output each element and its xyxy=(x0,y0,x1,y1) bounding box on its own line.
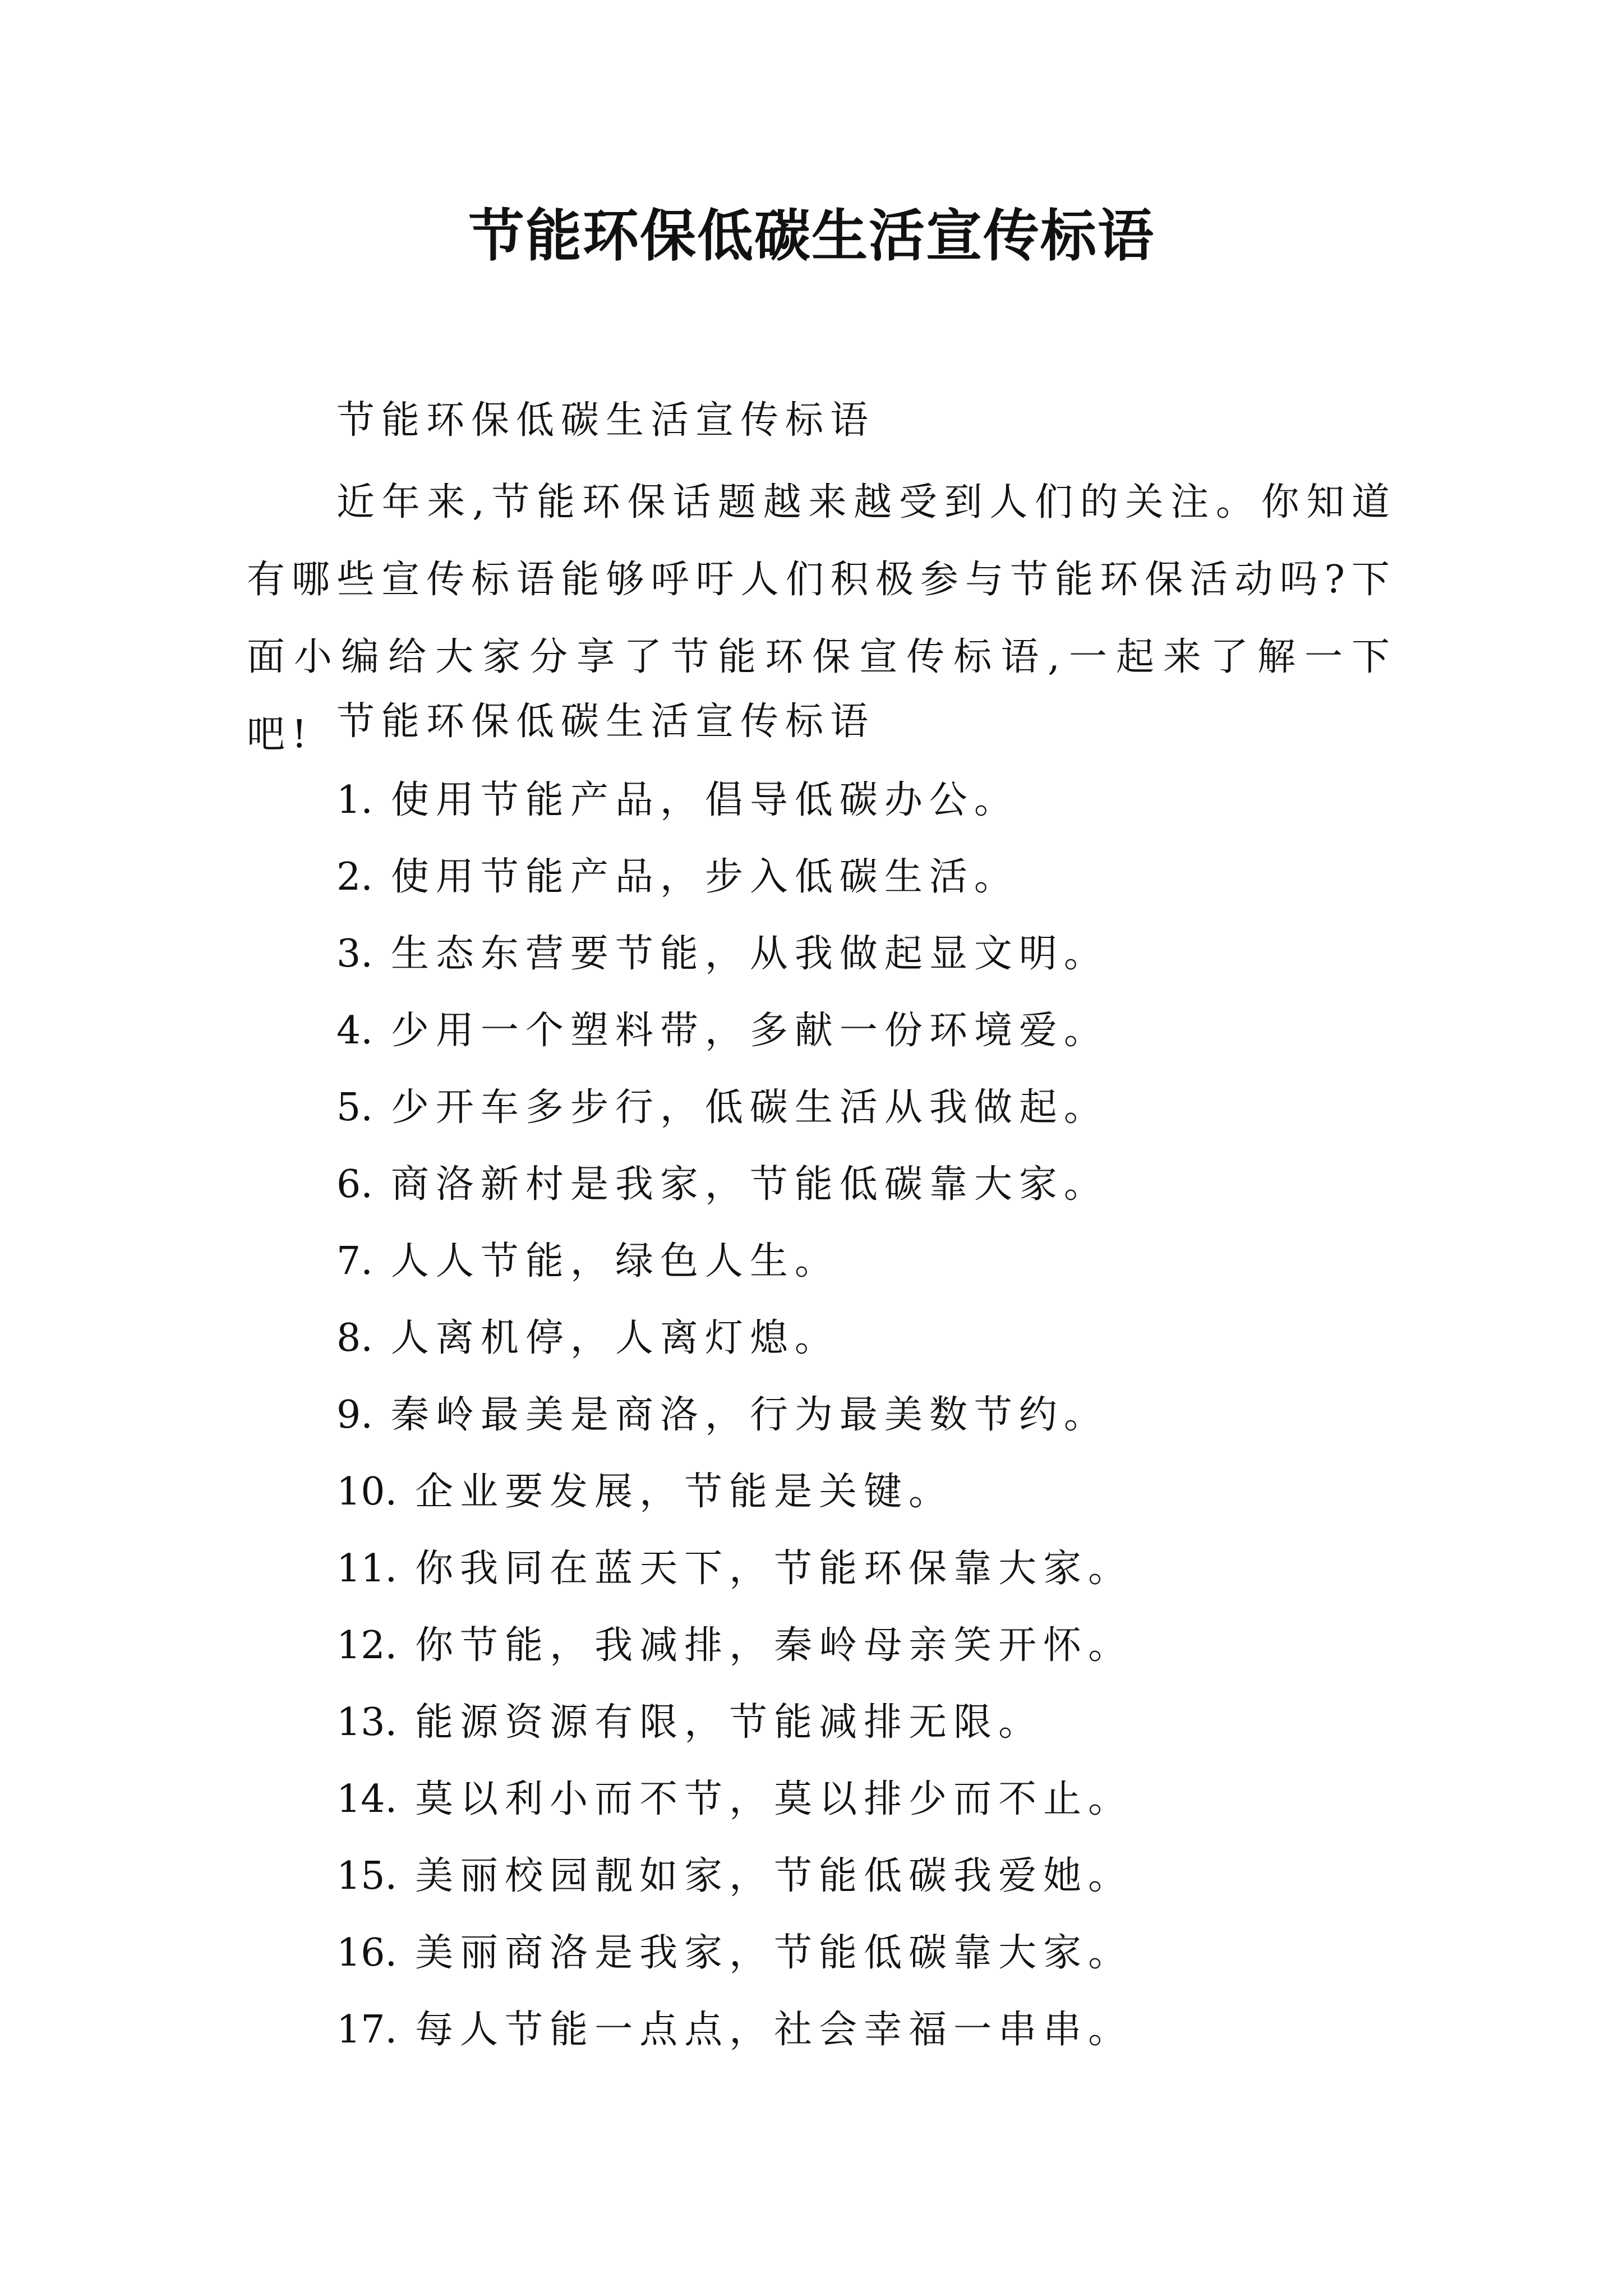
slogan-text: 使用节能产品，倡导低碳办公。 xyxy=(390,778,1019,822)
slogan-number: 9. xyxy=(336,1393,373,1437)
slogan-text: 人离机停，人离灯熄。 xyxy=(390,1316,840,1360)
slogan-text: 莫以利小而不节，莫以排少而不止。 xyxy=(415,1777,1133,1821)
slogan-text: 企业要发展，节能是关键。 xyxy=(415,1470,954,1514)
slogan-item xyxy=(336,1310,1133,1387)
list-heading: 节能环保低碳生活宣传标语 xyxy=(336,700,875,744)
slogan-number: 13. xyxy=(336,1700,398,1745)
slogan-text: 使用节能产品，步入低碳生活。 xyxy=(390,855,1019,899)
slogan-number: 8. xyxy=(336,1316,373,1360)
slogan-number: 11. xyxy=(336,1547,398,1591)
slogan-item xyxy=(336,1003,1133,1080)
intro-paragraph: 近年来,节能环保话题越来越受到人们的关注。你知道有哪些宣传标语能够呼吁人们积极参与节能环保活动吗?下面小编给大家分享了节能环保宣传标语,一起来了解一下吧! xyxy=(247,480,1396,757)
slogan-item xyxy=(336,1772,1133,1848)
slogan-number: 6. xyxy=(336,1162,373,1207)
slogan-list xyxy=(336,772,1133,2079)
slogan-number: 1. xyxy=(336,778,373,822)
subheading: 节能环保低碳生活宣传标语 xyxy=(336,398,875,443)
slogan-text: 你节能，我减排，秦岭母亲笑开怀。 xyxy=(415,1623,1133,1668)
slogan-number: 14. xyxy=(336,1777,398,1821)
slogan-item xyxy=(336,1618,1133,1695)
slogan-number: 3. xyxy=(336,932,373,976)
slogan-text: 少用一个塑料带，多献一份环境爱。 xyxy=(390,1009,1109,1053)
slogan-item xyxy=(336,1695,1133,1772)
slogan-number: 2. xyxy=(336,855,373,899)
slogan-item xyxy=(336,1925,1133,2002)
slogan-number: 16. xyxy=(336,1931,398,1975)
slogan-item xyxy=(336,1541,1133,1618)
slogan-text: 商洛新村是我家，节能低碳靠大家。 xyxy=(390,1162,1109,1207)
slogan-number: 17. xyxy=(336,2008,398,2052)
slogan-number: 4. xyxy=(336,1009,373,1053)
slogan-number: 7. xyxy=(336,1239,373,1283)
slogan-item xyxy=(336,1464,1133,1541)
slogan-text: 你我同在蓝天下，节能环保靠大家。 xyxy=(415,1547,1133,1591)
slogan-text: 美丽商洛是我家，节能低碳靠大家。 xyxy=(415,1931,1133,1975)
slogan-item xyxy=(336,849,1133,926)
slogan-number: 15. xyxy=(336,1854,398,1898)
slogan-text: 美丽校园靓如家，节能低碳我爱她。 xyxy=(415,1854,1133,1898)
slogan-item xyxy=(336,1080,1133,1157)
slogan-item xyxy=(336,1157,1133,1234)
slogan-item xyxy=(336,1848,1133,1925)
slogan-item xyxy=(336,1387,1133,1464)
slogan-item xyxy=(336,2002,1133,2079)
slogan-number: 12. xyxy=(336,1623,398,1668)
slogan-item xyxy=(336,926,1133,1003)
slogan-item xyxy=(336,1234,1133,1310)
slogan-text: 每人节能一点点，社会幸福一串串。 xyxy=(415,2008,1133,2052)
slogan-number: 5. xyxy=(336,1085,373,1130)
page-title: 节能环保低碳生活宣传标语 xyxy=(468,203,1155,269)
slogan-item xyxy=(336,772,1133,849)
slogan-text: 生态东营要节能，从我做起显文明。 xyxy=(390,932,1109,976)
slogan-number: 10. xyxy=(336,1470,398,1514)
slogan-text: 少开车多步行，低碳生活从我做起。 xyxy=(390,1085,1109,1130)
slogan-text: 秦岭最美是商洛，行为最美数节约。 xyxy=(390,1393,1109,1437)
slogan-text: 人人节能，绿色人生。 xyxy=(390,1239,840,1283)
slogan-text: 能源资源有限，节能减排无限。 xyxy=(415,1700,1044,1745)
